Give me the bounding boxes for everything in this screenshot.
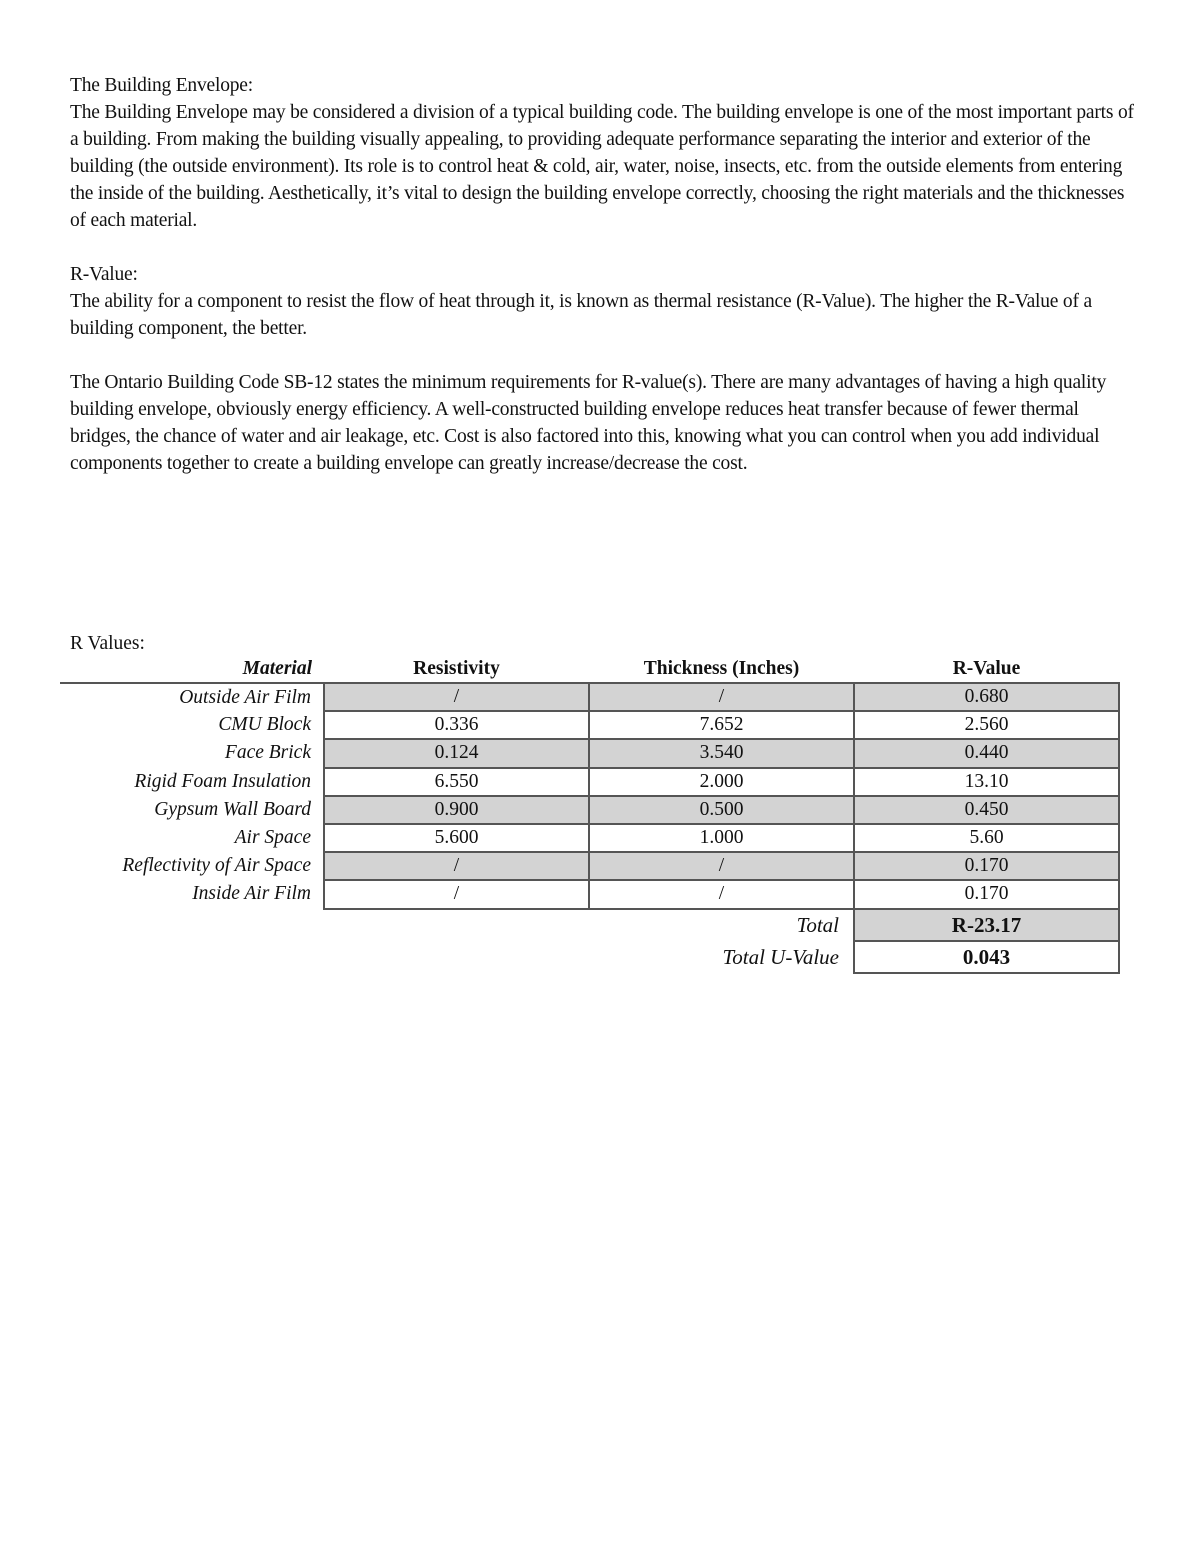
header-r-value: R-Value <box>854 656 1119 683</box>
r-value-cell: 5.60 <box>854 824 1119 852</box>
table-row <box>60 739 1119 767</box>
r-value-cell: 2.560 <box>854 711 1119 739</box>
material-cell: Air Space <box>234 827 311 849</box>
blank-cell <box>324 909 589 941</box>
thickness-cell: / <box>589 683 854 711</box>
resistivity-cell: / <box>324 880 589 908</box>
material-cell: Face Brick <box>224 742 311 764</box>
r-value-cell: 0.170 <box>854 852 1119 880</box>
u-value-label: Total U-Value <box>722 944 839 969</box>
total-u-value: 0.043 <box>854 941 1119 973</box>
material-cell: CMU Block <box>218 714 311 736</box>
table-row <box>60 824 1119 852</box>
r-values-table <box>60 656 1120 974</box>
r-value-cell: 0.450 <box>854 796 1119 824</box>
building-envelope-paragraph: The Building Envelope may be considered a division of a typical building code. The building envelope is one of the most important parts of a building. From making the building visually appealing, to providing adequate performance separating the interior and exterior of the building (the outside environment). Its role is to control heat & cold, air, water, noise, insects, etc. from the outside elements from entering the inside of the building. Aesthetically, it’s vital to design the building envelope correctly, choosing the right materials and the thicknesses of each material. <box>70 102 1134 231</box>
resistivity-cell: 0.900 <box>324 796 589 824</box>
thickness-cell: 2.000 <box>589 768 854 796</box>
thickness-cell: / <box>589 880 854 908</box>
thickness-cell: 7.652 <box>589 711 854 739</box>
table-row <box>60 683 1119 711</box>
resistivity-cell: 0.124 <box>324 739 589 767</box>
section-heading-r-value: R-Value: <box>70 264 138 285</box>
table-row <box>60 880 1119 908</box>
r-value-cell: 0.170 <box>854 880 1119 908</box>
thickness-cell: 0.500 <box>589 796 854 824</box>
thickness-cell: 3.540 <box>589 739 854 767</box>
resistivity-cell: 5.600 <box>324 824 589 852</box>
r-value-cell: 0.680 <box>854 683 1119 711</box>
total-r-value: R-23.17 <box>854 909 1119 941</box>
r-values-label: R Values: <box>70 633 145 654</box>
r-value-cell: 13.10 <box>854 768 1119 796</box>
resistivity-cell: / <box>324 852 589 880</box>
table-row <box>60 852 1119 880</box>
resistivity-cell: 0.336 <box>324 711 589 739</box>
material-cell: Rigid Foam Insulation <box>134 770 311 792</box>
thickness-cell: / <box>589 852 854 880</box>
header-material: Material <box>60 656 324 683</box>
document-body <box>70 72 1140 477</box>
ontario-code-paragraph: The Ontario Building Code SB-12 states the minimum requirements for R-value(s). There are many advantages of having a high quality building envelope, obviously energy efficiency. A well-constructed building envelope reduces heat transfer because of fewer thermal bridges, the chance of water and air leakage, etc. Cost is also factored into this, knowing what you can control when you add individual components together to create a building envelope can greatly increase/decrease the cost. <box>70 372 1107 474</box>
blank-cell <box>60 941 324 973</box>
material-cell: Inside Air Film <box>192 883 311 905</box>
thickness-cell: 1.000 <box>589 824 854 852</box>
blank-cell <box>324 941 589 973</box>
table-header-row <box>60 656 1119 683</box>
table-row <box>60 796 1119 824</box>
material-cell: Outside Air Film <box>179 686 311 708</box>
total-label: Total <box>796 913 839 937</box>
table-row <box>60 768 1119 796</box>
u-value-row <box>60 941 1119 973</box>
material-cell: Gypsum Wall Board <box>154 798 311 820</box>
table-row <box>60 711 1119 739</box>
total-row <box>60 909 1119 941</box>
header-resistivity: Resistivity <box>324 656 589 683</box>
section-heading-building-envelope: The Building Envelope: <box>70 75 253 96</box>
r-value-paragraph: The ability for a component to resist the flow of heat through it, is known as thermal resistance (R-Value). The higher the R-Value of a building component, the better. <box>70 291 1092 339</box>
r-value-cell: 0.440 <box>854 739 1119 767</box>
material-cell: Reflectivity of Air Space <box>122 855 311 877</box>
resistivity-cell: / <box>324 683 589 711</box>
header-thickness: Thickness (Inches) <box>589 656 854 683</box>
resistivity-cell: 6.550 <box>324 768 589 796</box>
blank-cell <box>60 909 324 941</box>
